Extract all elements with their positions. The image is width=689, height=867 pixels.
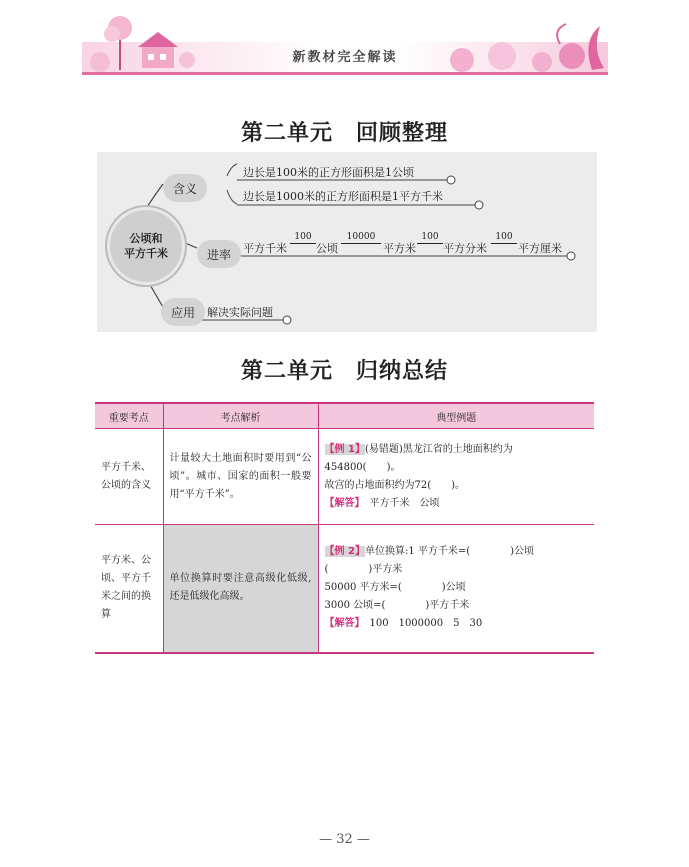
meaning-item-sq-km: 边长是1000米的正方形面积是1平方千米 <box>243 190 443 203</box>
example-1: 【例 1】(易错题)黑龙江省的土地面积约为454800( )。 <box>324 443 513 473</box>
unit-sq-cm: 平方厘米 <box>518 242 562 255</box>
mind-map <box>97 152 597 332</box>
page-number: — 32 — <box>319 832 370 847</box>
section-title-review: 第二单元 回顾整理 <box>240 121 448 146</box>
cell-example <box>318 429 594 525</box>
table-row <box>95 525 594 653</box>
example-1-line2: 故宫的占地面积约为72( )。 <box>324 479 466 491</box>
example-2: 【例 2】单位换算:1 平方千米=( )公顷 <box>324 546 535 558</box>
cell-key-point: 平方米、公顷、平方千米之间的换算 <box>95 525 163 653</box>
center-node-line2: 平方千米 <box>124 247 168 260</box>
rate-sqm-sqdm: 100 <box>417 232 443 244</box>
cell-example <box>318 525 594 653</box>
unit-sq-km: 平方千米 <box>243 242 287 255</box>
book-title: 新教材完全解读 <box>292 50 398 65</box>
branch-application: 应用 <box>161 298 205 326</box>
page-header <box>82 12 608 76</box>
rate-sqdm-sqcm: 100 <box>491 232 517 244</box>
unit-sq-dm: 平方分米 <box>443 242 487 255</box>
header-analysis: 考点解析 <box>163 403 318 429</box>
example-2-line3: 50000 平方米=( )公顷 <box>324 582 466 594</box>
table-row <box>95 429 594 525</box>
summary-table <box>95 402 594 654</box>
rate-hectare-sqm: 10000 <box>341 232 381 244</box>
center-node-line1: 公顷和 <box>129 232 163 245</box>
cell-analysis: 单位换算时要注意高级化低级,还是低级化高级。 <box>163 525 318 653</box>
meaning-item-hectare: 边长是100米的正方形面积是1公顷 <box>243 166 414 179</box>
unit-hectare: 公顷 <box>316 242 338 255</box>
section-title-summary: 第二单元 归纳总结 <box>240 359 448 384</box>
header-key-point: 重要考点 <box>95 403 163 429</box>
cell-analysis: 计量较大土地面积时要用到“公顷”。城市、国家的面积一般要用“平方千米”。 <box>163 429 318 525</box>
application-item: 解决实际问题 <box>207 306 273 319</box>
table-header-row <box>95 403 594 429</box>
branch-meaning: 含义 <box>163 174 207 202</box>
branch-rate: 进率 <box>197 240 241 268</box>
unit-sq-m: 平方米 <box>383 242 416 255</box>
header-example: 典型例题 <box>318 403 594 429</box>
answer-2: 【解答】 100 1000000 5 30 <box>324 618 483 630</box>
rate-sqkm-hectare: 100 <box>290 232 316 244</box>
example-2-line2: ( )平方米 <box>324 564 403 576</box>
cell-key-point: 平方千米、公顷的含义 <box>95 429 163 525</box>
center-node <box>107 207 185 285</box>
answer-1: 【解答】 平方千米 公顷 <box>324 497 440 509</box>
example-2-line4: 3000 公顷=( )平方千米 <box>324 600 470 612</box>
